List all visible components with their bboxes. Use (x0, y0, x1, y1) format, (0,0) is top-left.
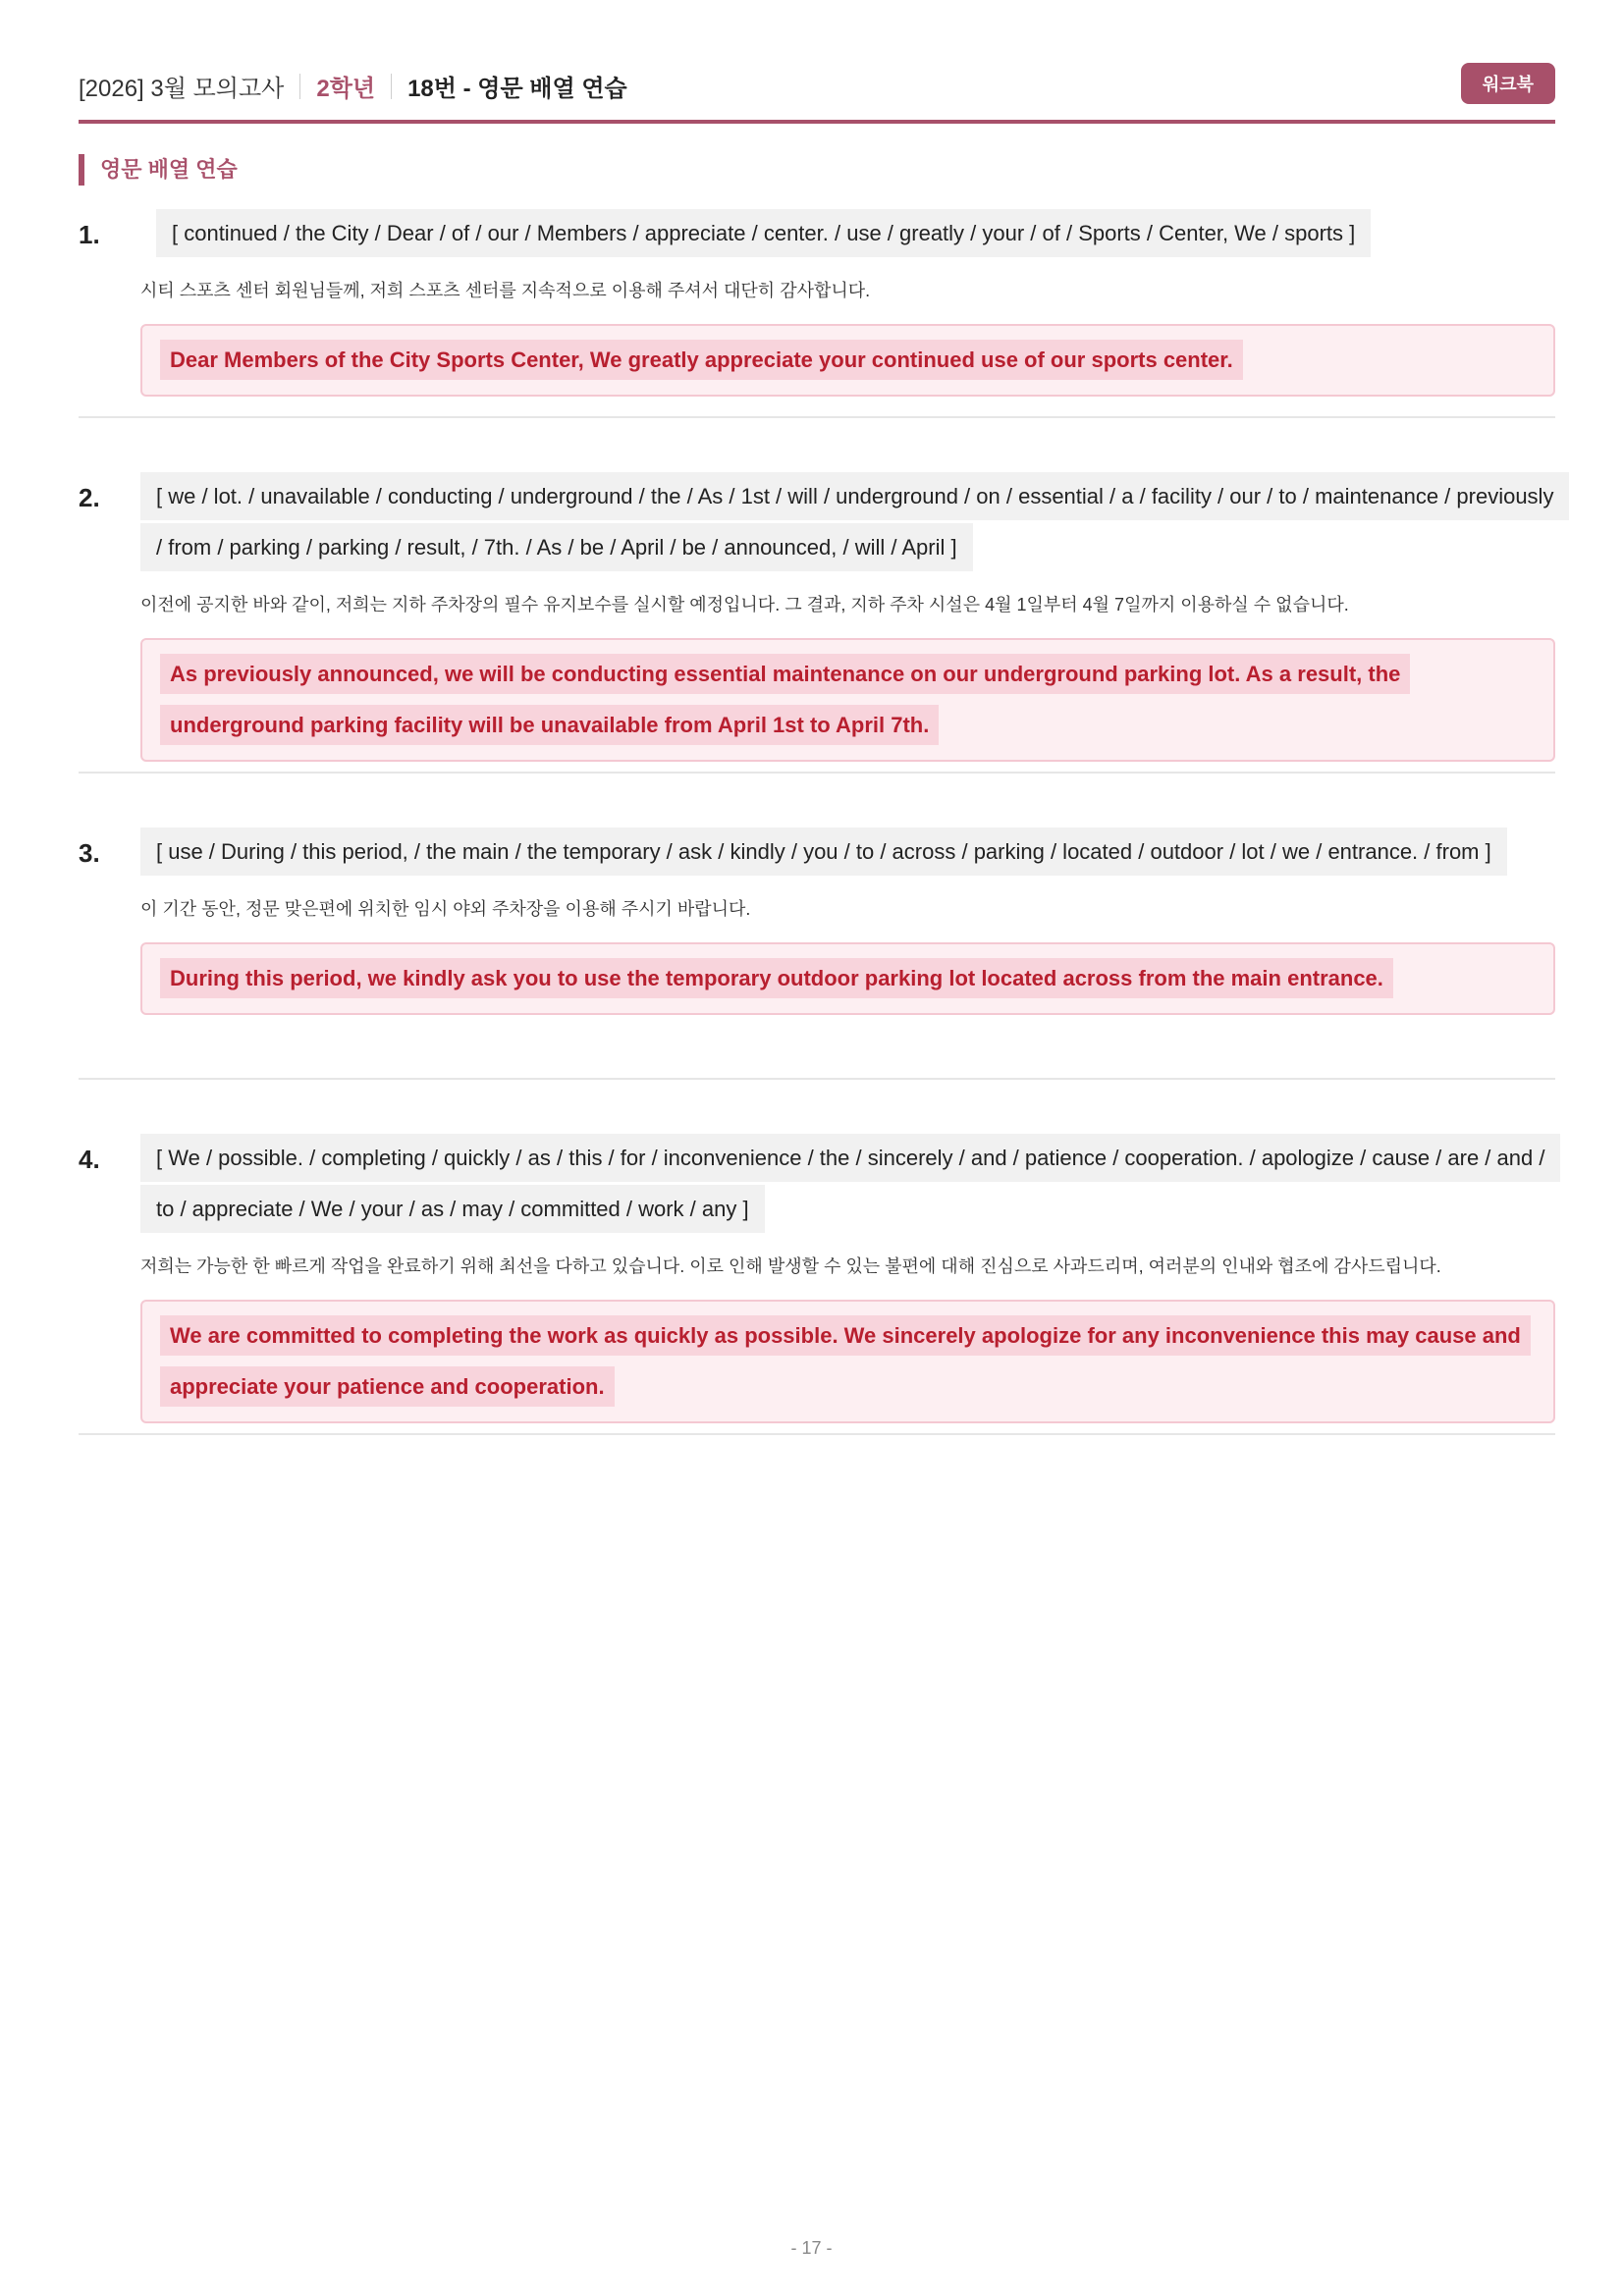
question-divider (79, 1078, 1555, 1080)
header-exam: [2026] 3월 모의고사 (79, 76, 285, 102)
header-grade: 2학년 (316, 76, 376, 102)
header-separator (299, 74, 300, 99)
page-number: - 17 - (790, 2238, 833, 2258)
question-number: 3. (79, 838, 100, 868)
header-title: 18번 - 영문 배열 연습 (407, 76, 627, 102)
question-body (140, 1133, 1555, 1423)
question-divider (79, 416, 1555, 418)
scrambled-words (140, 471, 1555, 573)
workbook-badge: 워크북 (1461, 63, 1555, 104)
korean-translation: 저희는 가능한 한 빠르게 작업을 완료하기 위해 최선을 다하고 있습니다. 이로 인해 발생할 수 있는 불편에 대해 진심으로 사과드리며, 여러분의 인내와 협조에 감사드립니다. (140, 1256, 1441, 1276)
answer-box (140, 638, 1555, 762)
scrambled-words (140, 827, 1555, 878)
answer-text: We are committed to completing the work as quickly as possible. We sincerely apologize for any inconvenience this may cause and appreciate your patience and cooperation. (160, 1315, 1531, 1407)
question-divider (79, 772, 1555, 774)
scrambled-words-text: [ we / lot. / unavailable / conducting / underground / the / As / 1st / will / underground / on / essential / a / facility / our / to / maintenance / previously / from / parking / parking / result, / 7th. / As / be / April / be / announced, / will / April ] (140, 472, 1569, 571)
answer-box (140, 1300, 1555, 1423)
header-separator (391, 74, 392, 99)
answer-text: During this period, we kindly ask you to use the temporary outdoor parking lot located across from the main entrance. (160, 958, 1393, 998)
question-body (140, 827, 1555, 1015)
korean-translation: 이전에 공지한 바와 같이, 저희는 지하 주차장의 필수 유지보수를 실시할 예정입니다. 그 결과, 지하 주차 시설은 4월 1일부터 4월 7일까지 이용하실 수 없습니다. (140, 595, 1349, 614)
header-breadcrumb (79, 69, 627, 103)
question-divider (79, 1433, 1555, 1435)
page-header (79, 61, 1555, 124)
question-number: 1. (79, 220, 100, 249)
answer-text: Dear Members of the City Sports Center, We greatly appreciate your continued use of our sports center. (160, 340, 1243, 380)
section-title: 영문 배열 연습 (79, 154, 238, 186)
scrambled-words-text: [ use / During / this period, / the main / the temporary / ask / kindly / you / to / across / parking / located / outdoor / lot / we / entrance. / from ] (140, 828, 1507, 876)
korean-translation: 이 기간 동안, 정문 맞은편에 위치한 임시 야외 주차장을 이용해 주시기 바랍니다. (140, 899, 751, 919)
scrambled-words (140, 208, 1555, 259)
scrambled-words (140, 1133, 1555, 1235)
korean-translation: 시티 스포츠 센터 회원님들께, 저희 스포츠 센터를 지속적으로 이용해 주셔서 대단히 감사합니다. (140, 281, 871, 300)
answer-box (140, 942, 1555, 1015)
answer-text: As previously announced, we will be conducting essential maintenance on our underground parking lot. As a result, the underground parking facility will be unavailable from April 1st to April 7th. (160, 654, 1410, 745)
question-number: 2. (79, 483, 100, 512)
answer-box (140, 324, 1555, 397)
question-number: 4. (79, 1145, 100, 1174)
scrambled-words-text: [ We / possible. / completing / quickly / as / this / for / inconvenience / the / sincerely / and / patience / cooperation. / apologize / cause / are / and / to / appreciate / We / your / as / may / committed / work / any ] (140, 1134, 1560, 1233)
question-body (140, 471, 1555, 762)
scrambled-words-text: [ continued / the City / Dear / of / our / Members / appreciate / center. / use / greatly / your / of / Sports / Center, We / sports ] (156, 209, 1371, 257)
question-body (140, 208, 1555, 397)
